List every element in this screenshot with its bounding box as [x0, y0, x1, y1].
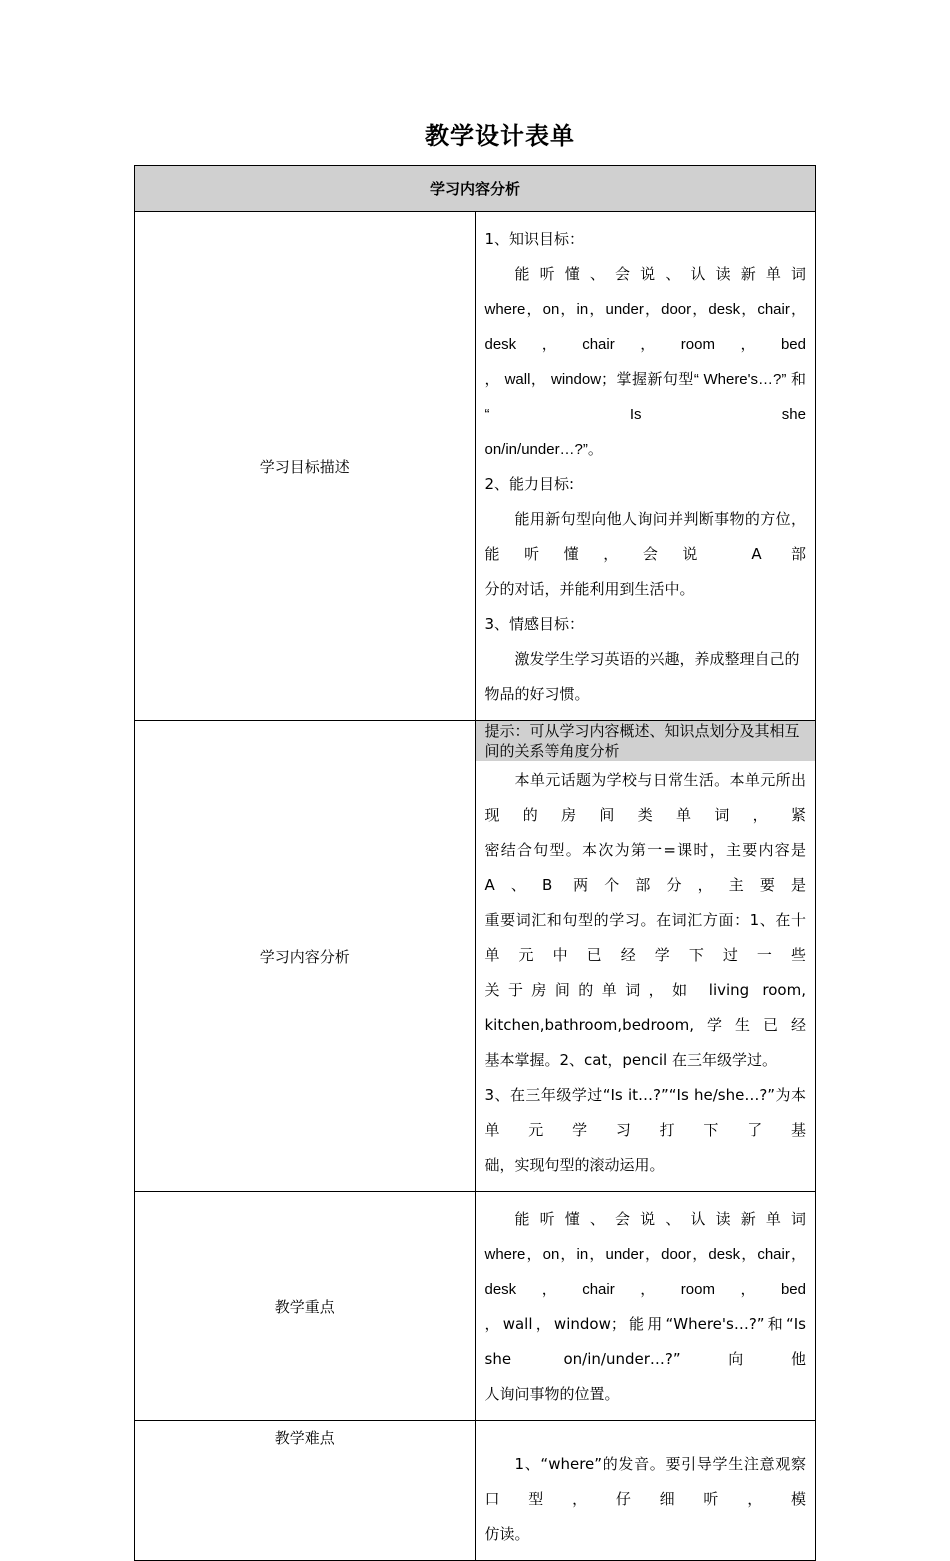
knowledge-goal-line: ， wall， window；掌握新句型“ Where's…?” 和 “ Is she: [484, 371, 806, 423]
knowledge-goal-line: 能 听 懂 、 会 说 、 认 读 新 单 词: [514, 265, 806, 283]
ability-goal-line: 能用新句型向他人询问并判断事物的方位，能听懂，会说 A 部: [484, 510, 806, 563]
goals-content: [475, 212, 816, 721]
analysis-line: 本单元话题为学校与日常生活。本单元所出现的房间类单词，紧: [484, 771, 806, 824]
lesson-design-table: [134, 165, 816, 1561]
page-title: 教学设计表单: [425, 122, 575, 150]
focus-line: ，wall，window；能用“Where's…?”和“Is she on/in/under…?”向他: [484, 1315, 806, 1368]
analysis-label: 学习内容分析: [135, 721, 476, 1192]
focus-label: 教学重点: [135, 1192, 476, 1421]
knowledge-goal-title: 1、知识目标：: [484, 230, 585, 248]
section-header: 学习内容分析: [135, 166, 816, 212]
knowledge-goal-line: on/in/under…?”。: [484, 441, 603, 458]
difficulty-content: [475, 1421, 816, 1561]
difficulty-line: 1、“where”的发音。要引导学生注意观察口型，仔细听，模: [484, 1455, 806, 1508]
analysis-line: 重要词汇和句型的学习。在词汇方面：1、在十单元中已经学下过一些: [484, 911, 806, 964]
focus-content: [475, 1192, 816, 1421]
goals-label: 学习目标描述: [135, 212, 476, 721]
focus-line: 能 听 懂 、 会 说 、 认 读 新 单 词: [514, 1210, 806, 1228]
analysis-line: 基本掌握。2、cat，pencil 在三年级学过。: [484, 1051, 777, 1069]
knowledge-goal-line: where，on，in，under，door，desk，chair，desk，chair，room，bed: [484, 301, 806, 353]
emotion-goal-title: 3、情感目标：: [484, 615, 585, 633]
analysis-line: 关于房间的单词，如 living room, kitchen,bathroom,bedroom,学生已经: [484, 981, 806, 1034]
analysis-line: 3、在三年级学过“Is it…?”“Is he/she…?”为本单元学习打下了基: [484, 1086, 806, 1139]
analysis-line: 础，实现句型的滚动运用。: [484, 1156, 665, 1174]
difficulty-line: 仿读。: [484, 1525, 530, 1543]
difficulty-label: 教学难点: [135, 1421, 476, 1561]
emotion-goal-line: 激发学生学习英语的兴趣，养成整理自己的物品的好习惯。: [484, 650, 800, 703]
focus-line: where，on，in，under，door，desk，chair，desk，chair，room，bed: [484, 1246, 806, 1298]
ability-goal-title: 2、能力目标:: [484, 475, 575, 493]
analysis-line: 密结合句型。本次为第一=课时，主要内容是 A、B 两个部分，主要是: [484, 841, 806, 894]
analysis-hint: 提示：可从学习内容概述、知识点划分及其相互间的关系等角度分析: [476, 721, 816, 761]
focus-line: 人询问事物的位置。: [484, 1385, 620, 1403]
ability-goal-line: 分的对话，并能利用到生活中。: [484, 580, 695, 598]
analysis-content: [475, 721, 816, 1192]
